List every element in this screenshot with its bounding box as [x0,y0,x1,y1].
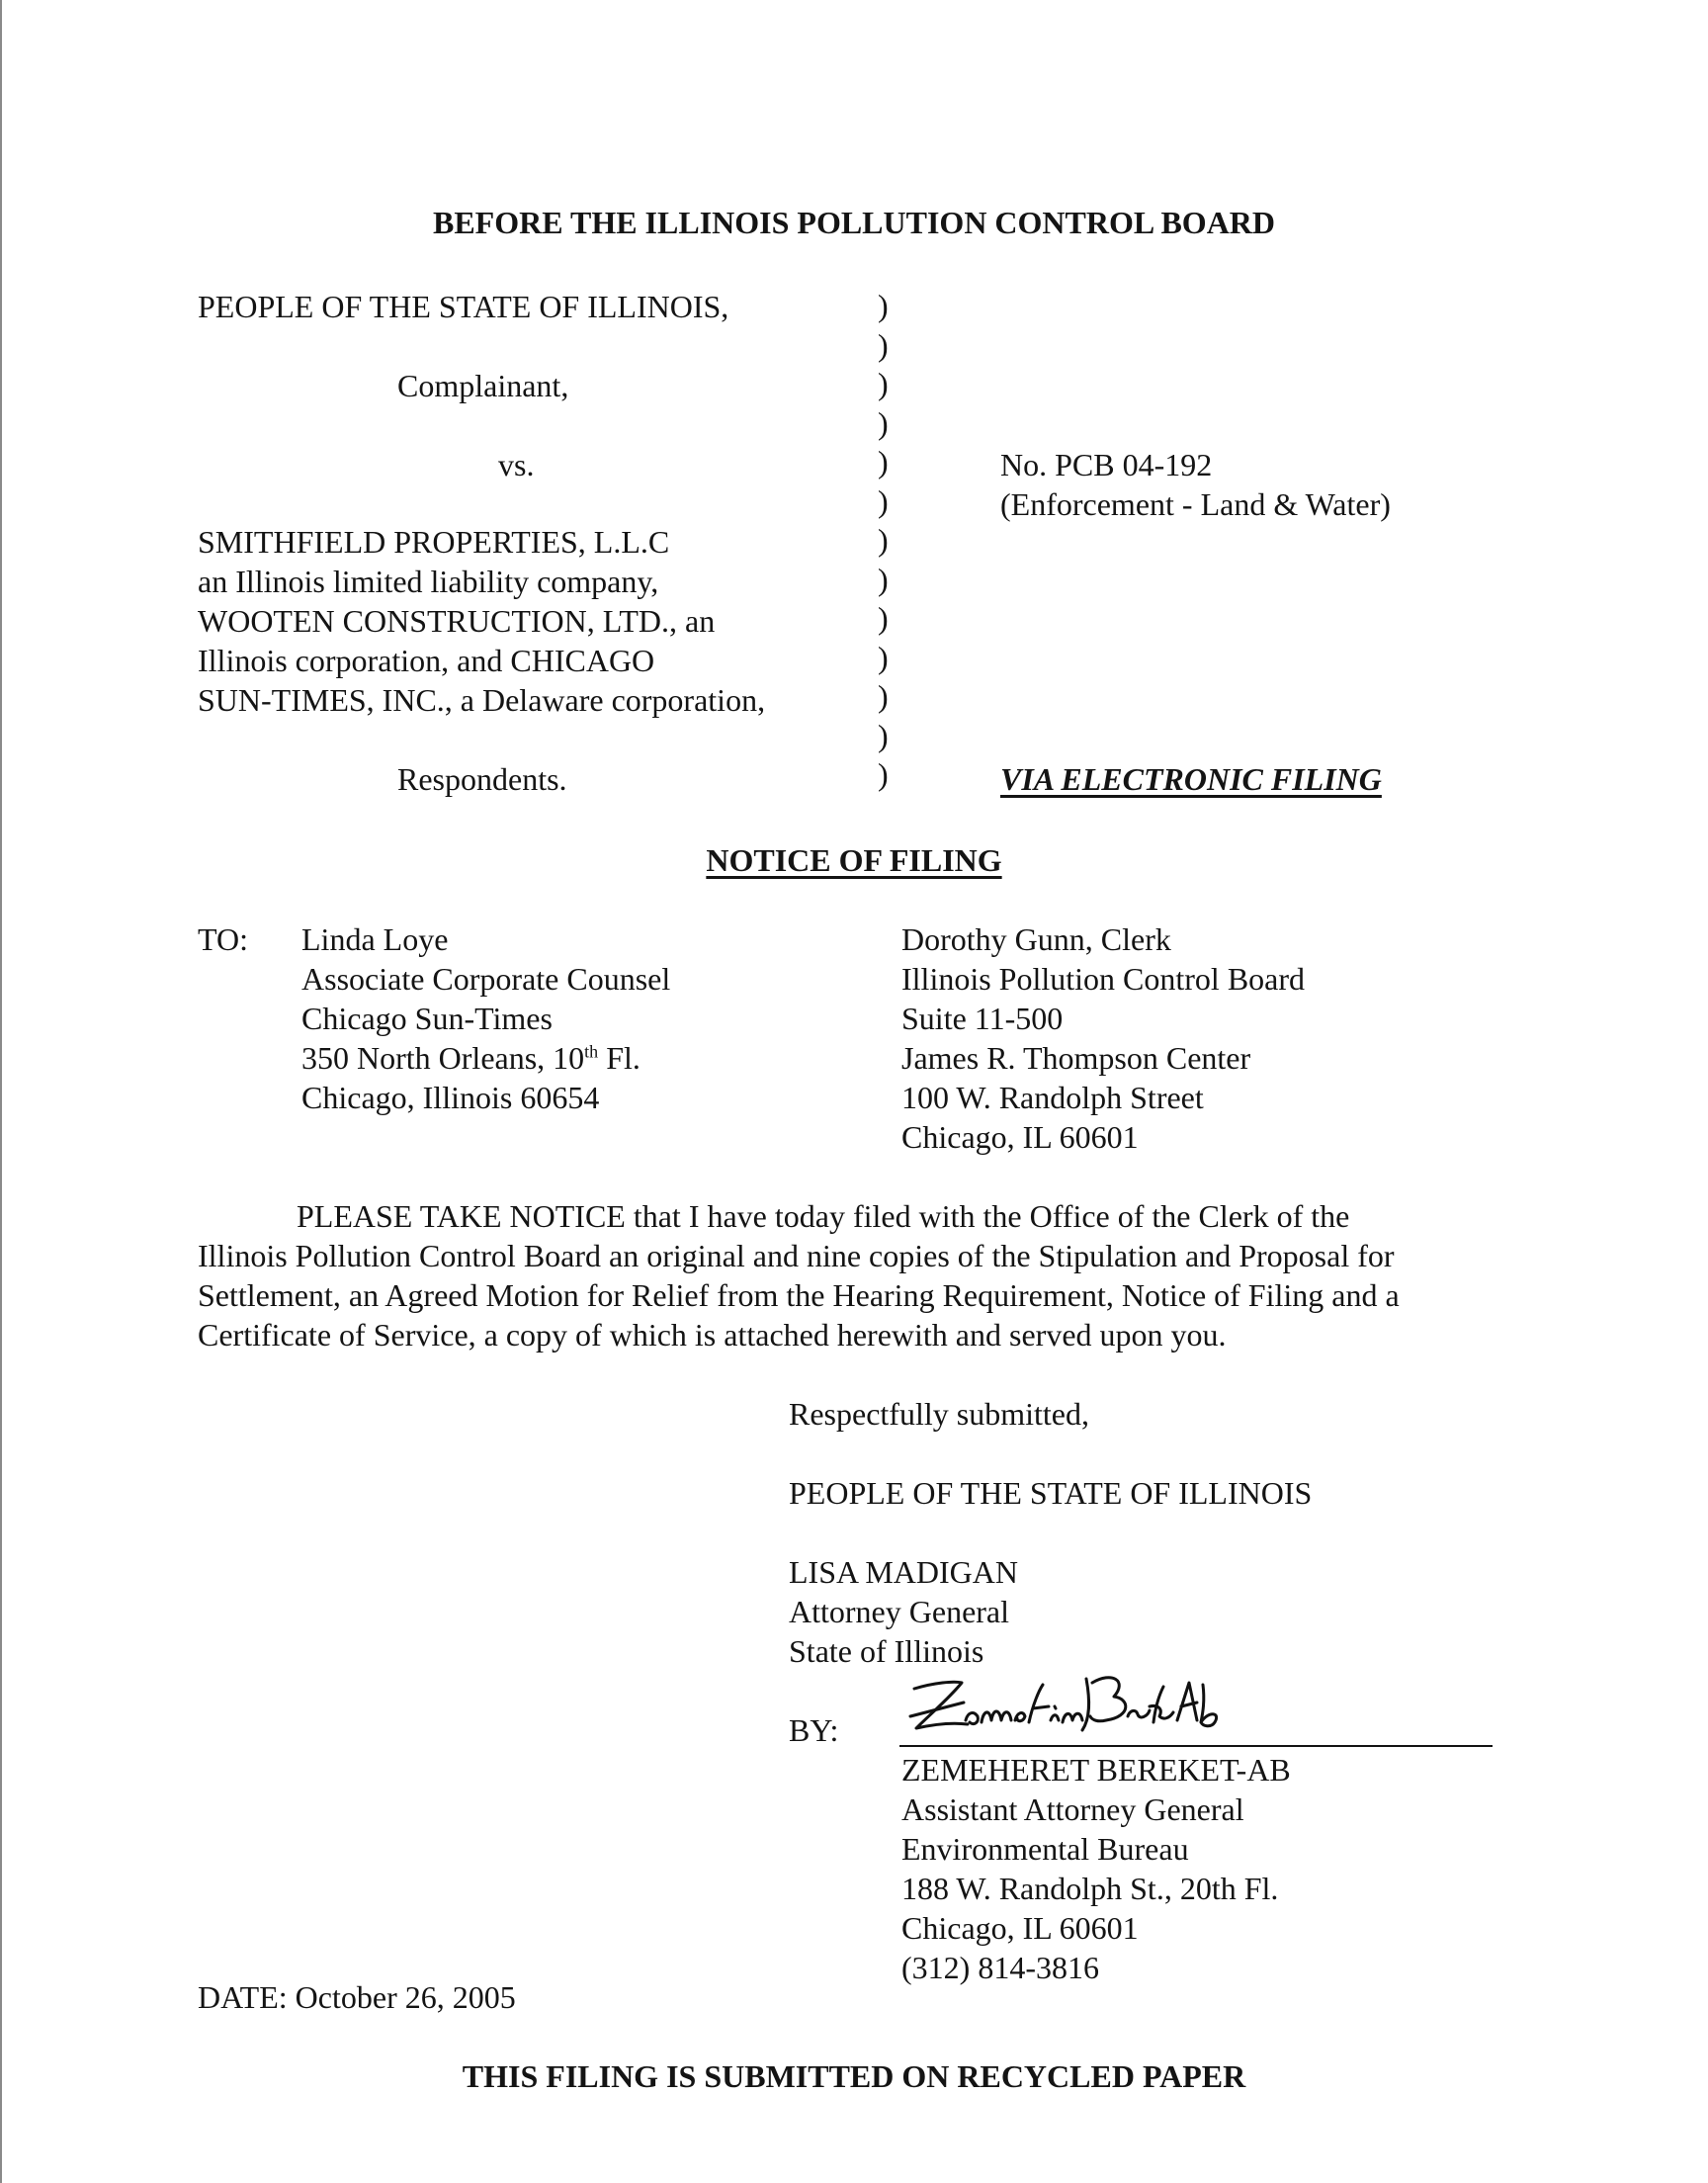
signatory-block [901,1750,1291,1987]
board-heading: BEFORE THE ILLINOIS POLLUTION CONTROL BOARD [432,205,1276,240]
recipient-name: Linda Loye [301,921,449,957]
respondents-role: Respondents. [397,761,567,797]
street-superscript: th [584,1041,599,1062]
signatory-line: 188 W. Randolph St., 20th Fl. [901,1871,1279,1906]
caption-paren: ) [878,522,889,558]
recipient-right [901,919,1305,1157]
respondent-line: an Illinois limited liability company, [198,564,659,599]
recipient-left [301,919,670,1117]
complainant-role: Complainant, [397,368,569,403]
respondent-line: SUN-TIMES, INC., a Delaware corporation, [198,682,766,718]
ag-line: State of Illinois [789,1633,984,1669]
party-name: PEOPLE OF THE STATE OF ILLINOIS [789,1475,1313,1511]
ag-line: Attorney General [789,1594,1010,1629]
recipient-city: Chicago, Illinois 60654 [301,1080,600,1115]
caption-paren: ) [878,404,889,441]
caption-paren: ) [878,756,889,792]
caption-paren: ) [878,366,889,401]
caption-paren-column [878,287,897,795]
street-suffix: Fl. [598,1040,640,1076]
case-number: No. PCB 04-192 [1000,447,1213,482]
caption-paren: ) [878,326,889,363]
body-line: Settlement, an Agreed Motion for Relief from the Hearing Requirement, Notice of Filing and a [198,1277,1400,1313]
notice-title: NOTICE OF FILING [706,842,1002,878]
recipient-title: Associate Corporate Counsel [301,961,671,997]
recipient-street [301,1038,670,1078]
caption-paren: ) [878,482,889,519]
body-line: Illinois Pollution Control Board an original and nine copies of the Stipulation and Proposal for [198,1238,1395,1273]
filing-date: DATE: October 26, 2005 [198,1979,516,2015]
recipient-org: Chicago Sun-Times [301,1001,553,1036]
caption-paren: ) [878,288,889,323]
signatory-line: ZEMEHERET BEREKET-AB [901,1752,1291,1788]
caption-paren: ) [878,717,889,753]
complainant-name: PEOPLE OF THE STATE OF ILLINOIS, [198,289,729,324]
caption-paren: ) [878,678,889,714]
signatory-line: Environmental Bureau [901,1831,1189,1867]
clerk-line: James R. Thompson Center [901,1040,1251,1076]
clerk-line: Dorothy Gunn, Clerk [901,921,1171,957]
clerk-line: Illinois Pollution Control Board [901,961,1306,997]
respondent-line: Illinois corporation, and CHICAGO [198,643,655,678]
to-label: TO: [198,921,248,957]
body-line: Certificate of Service, a copy of which is attached herewith and served upon you. [198,1317,1227,1353]
street-main: 350 North Orleans, 10 [301,1040,585,1076]
respondent-line: SMITHFIELD PROPERTIES, L.L.C [198,524,670,560]
caption-paren: ) [878,639,889,675]
recycled-paper-footer: THIS FILING IS SUBMITTED ON RECYCLED PAPER [462,2058,1246,2094]
closing: Respectfully submitted, [789,1396,1089,1432]
signatory-line: Assistant Attorney General [901,1791,1244,1827]
caption-paren: ) [878,600,889,636]
versus-label: vs. [498,447,535,482]
case-type: (Enforcement - Land & Water) [1000,486,1391,522]
signature-line [899,1745,1493,1747]
scan-page-edge [0,0,2,2183]
clerk-line: Suite 11-500 [901,1001,1064,1036]
caption-paren: ) [878,561,889,597]
clerk-line: 100 W. Randolph Street [901,1080,1204,1115]
signatory-line: (312) 814-3816 [901,1950,1099,1985]
handwritten-signature [895,1651,1231,1750]
ag-line: LISA MADIGAN [789,1554,1018,1590]
respondents-block [198,522,765,720]
caption-paren: ) [878,444,889,480]
clerk-line: Chicago, IL 60601 [901,1119,1139,1155]
filing-method: VIA ELECTRONIC FILING [1000,761,1382,797]
signatory-line: Chicago, IL 60601 [901,1910,1139,1946]
body-line: PLEASE TAKE NOTICE that I have today filed with the Office of the Clerk of the [297,1198,1350,1234]
respondent-line: WOOTEN CONSTRUCTION, LTD., an [198,603,716,639]
by-label: BY: [789,1712,839,1748]
